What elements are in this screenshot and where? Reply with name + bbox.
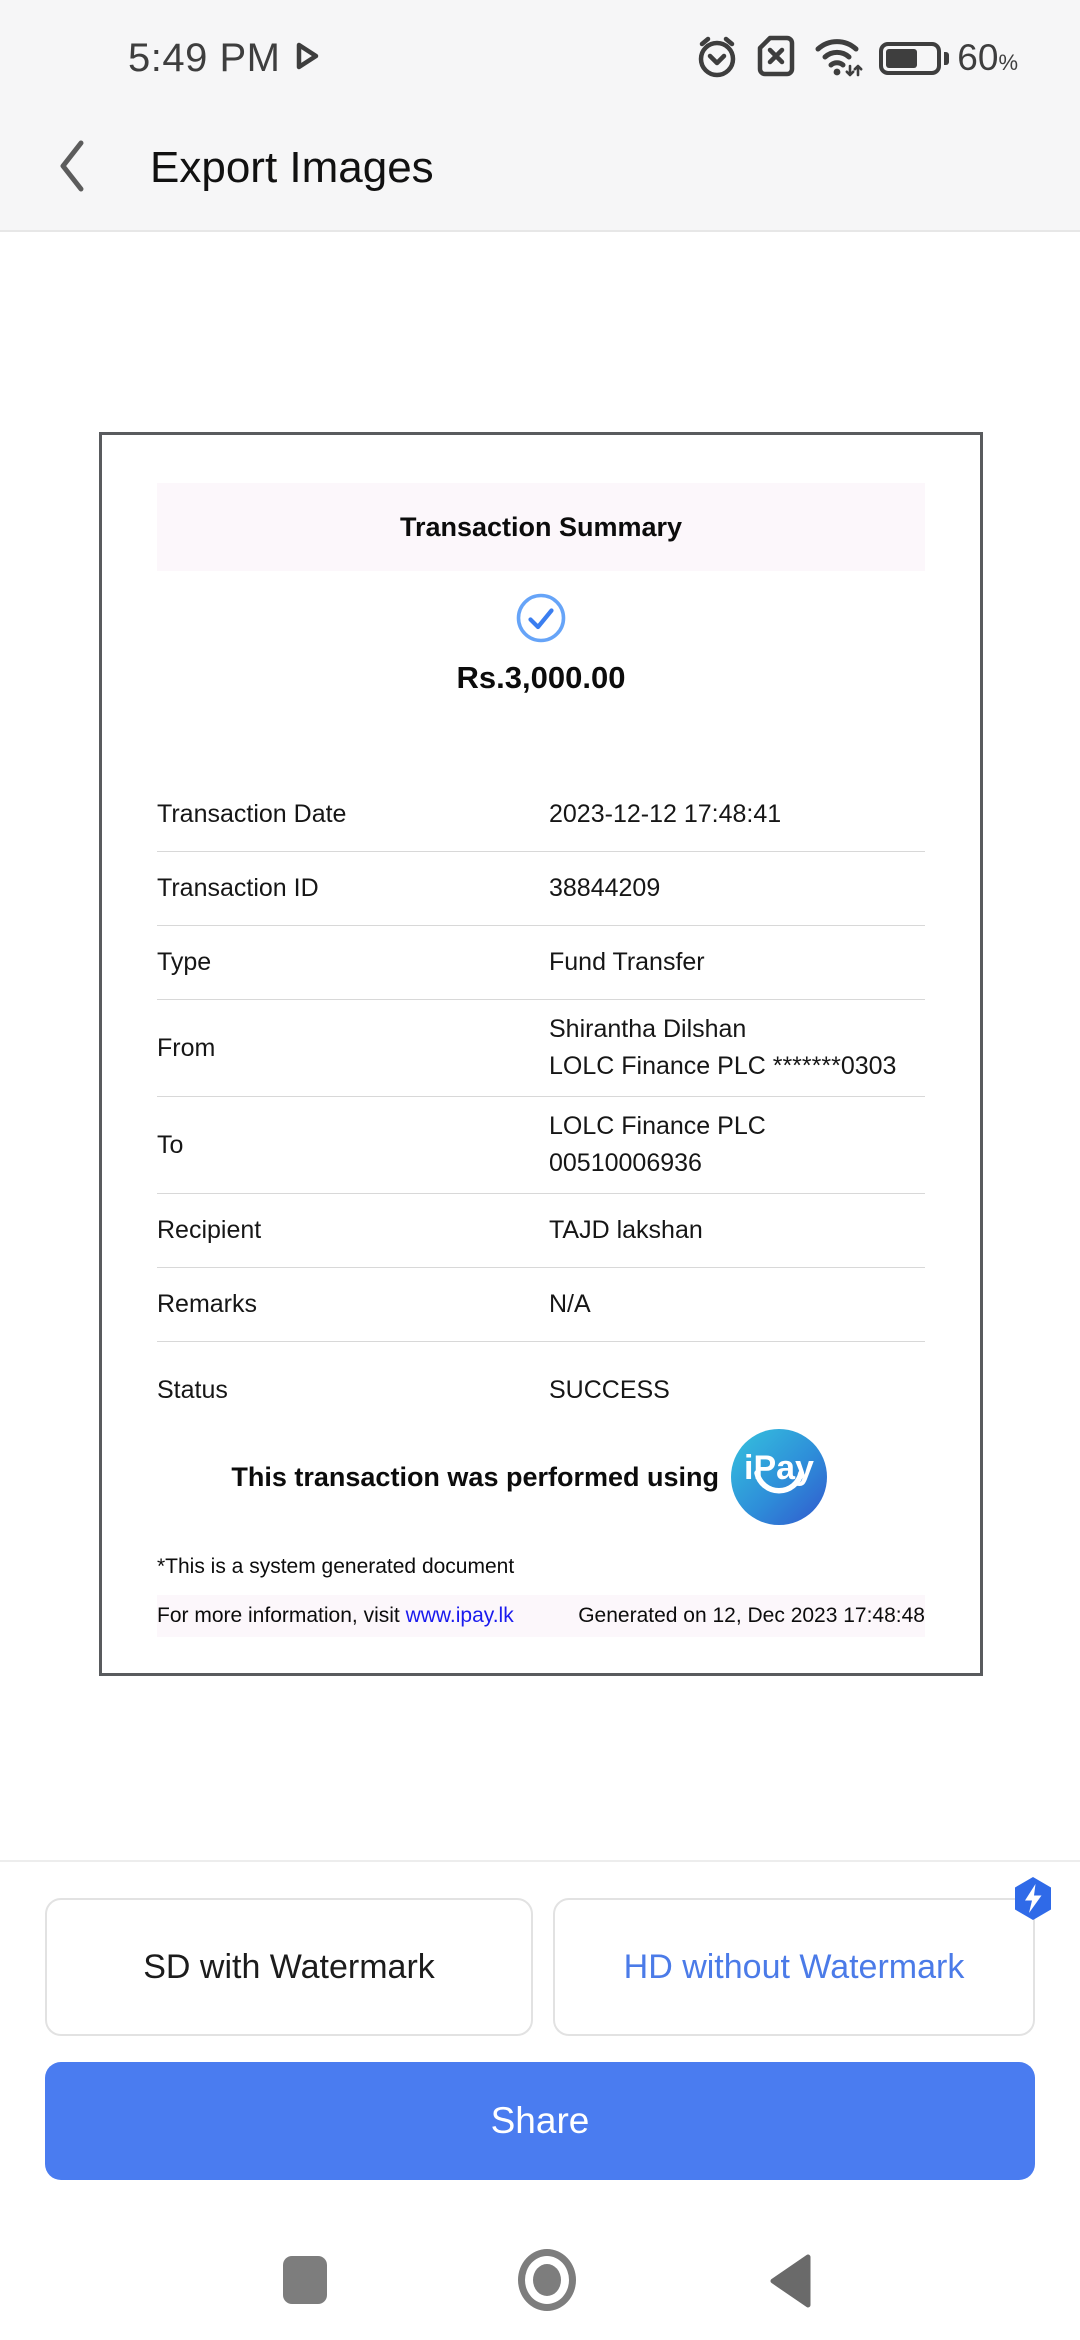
- battery-percent-sign: %: [998, 50, 1018, 75]
- ipay-logo-icon: [731, 1429, 827, 1525]
- page-title: Export Images: [150, 143, 434, 192]
- transaction-receipt-preview: [99, 432, 983, 1676]
- table-row: Type Fund Transfer: [157, 926, 925, 1000]
- sd-with-watermark-button[interactable]: SD with Watermark: [45, 1898, 533, 2036]
- receipt-title-band: [157, 483, 925, 571]
- home-dot-icon: [533, 2264, 561, 2296]
- table-row: Status SUCCESS: [157, 1376, 670, 1404]
- alarm-icon: [694, 32, 740, 85]
- generated-timestamp: Generated on 12, Dec 2023 17:48:48: [578, 1604, 925, 1627]
- recents-nav-button[interactable]: [283, 2256, 327, 2304]
- wifi-icon: [812, 32, 864, 85]
- receipt-table: [157, 778, 925, 1425]
- share-button[interactable]: Share: [45, 2062, 1035, 2180]
- performed-using-label: This transaction was performed using: [231, 1461, 719, 1492]
- table-row: From Shirantha Dilshan LOLC Finance PLC *******0303: [157, 1000, 925, 1097]
- table-row: Recipient TAJD lakshan: [157, 1194, 925, 1268]
- status-left: [128, 30, 320, 86]
- back-nav-button[interactable]: [766, 2252, 814, 2315]
- receipt-title: Transaction Summary: [399, 511, 683, 542]
- status-icons: [694, 30, 1018, 86]
- no-sim-icon: [755, 33, 797, 84]
- table-row: Remarks N/A: [157, 1268, 925, 1342]
- play-icon: [294, 41, 320, 76]
- performed-using-row: [157, 1429, 925, 1525]
- back-button[interactable]: [54, 137, 90, 200]
- battery-icon: [879, 37, 1018, 79]
- more-info-text: For more information, visit www.ipay.lk: [157, 1604, 514, 1627]
- top-bar: [0, 0, 1080, 232]
- success-check-icon: [157, 592, 925, 644]
- system-generated-note: *This is a system generated document: [157, 1555, 515, 1578]
- battery-percent-label: 60: [957, 37, 999, 78]
- table-row: Transaction ID 38844209: [157, 852, 925, 926]
- table-row: Transaction Date 2023-12-12 17:48:41: [157, 778, 925, 852]
- table-row: To LOLC Finance PLC 00510006936: [157, 1097, 925, 1194]
- home-nav-button[interactable]: [518, 2249, 576, 2311]
- status-value: SUCCESS: [549, 1376, 670, 1404]
- ipay-link: www.ipay.lk: [405, 1604, 514, 1627]
- hd-without-watermark-button[interactable]: HD without Watermark: [553, 1898, 1035, 2036]
- premium-lightning-badge-icon: [1012, 1876, 1054, 1927]
- transaction-amount: Rs.3,000.00: [456, 660, 626, 695]
- panel-divider: [0, 1860, 1080, 1862]
- app-bar: [0, 118, 1080, 218]
- receipt-footer-band: [157, 1595, 925, 1637]
- clock-label: 5:49 PM: [128, 35, 281, 80]
- ipay-logo-text: iPay: [744, 1449, 814, 1487]
